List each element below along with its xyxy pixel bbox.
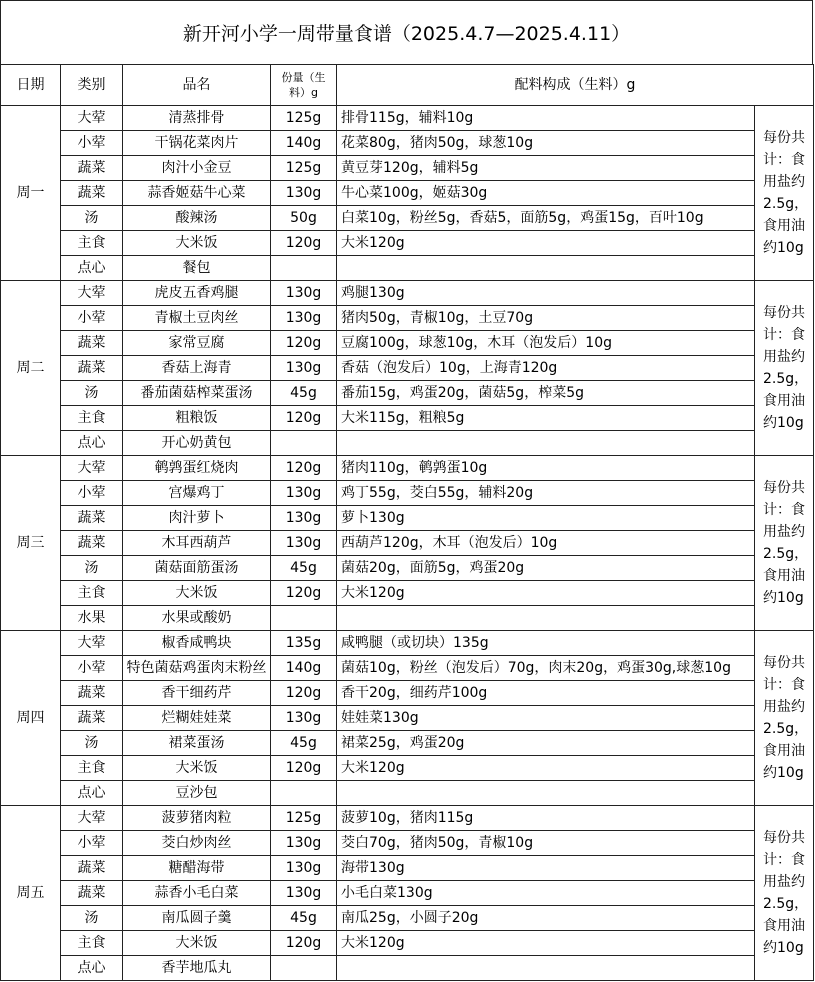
dish-name-cell: 椒香咸鸭块 (123, 631, 271, 656)
quantity-cell (271, 956, 337, 981)
quantity-cell (271, 256, 337, 281)
quantity-cell: 130g (271, 481, 337, 506)
ingredients-cell: 萝卜130g (337, 506, 755, 531)
ingredients-cell: 大米115g，粗粮5g (337, 406, 755, 431)
menu-row (1, 506, 814, 531)
dish-name-cell: 豆沙包 (123, 781, 271, 806)
category-cell: 蔬菜 (61, 681, 123, 706)
category-cell: 大荤 (61, 806, 123, 831)
dish-name-cell: 大米饭 (123, 931, 271, 956)
quantity-cell: 45g (271, 381, 337, 406)
menu-row (1, 631, 814, 656)
menu-row (1, 581, 814, 606)
dish-name-cell: 粗粮饭 (123, 406, 271, 431)
menu-row (1, 456, 814, 481)
quantity-cell: 120g (271, 931, 337, 956)
dish-name-cell: 茭白炒肉丝 (123, 831, 271, 856)
quantity-cell: 120g (271, 456, 337, 481)
quantity-cell: 135g (271, 631, 337, 656)
dish-name-cell: 开心奶黄包 (123, 431, 271, 456)
ingredients-cell (337, 431, 755, 456)
day-label: 周四 (1, 631, 61, 806)
menu-row (1, 381, 814, 406)
dish-name-cell: 特色菌菇鸡蛋肉末粉丝 (123, 656, 271, 681)
quantity-cell: 120g (271, 231, 337, 256)
dish-name-cell: 干锅花菜肉片 (123, 131, 271, 156)
category-cell: 主食 (61, 756, 123, 781)
dish-name-cell: 蒜香姬菇牛心菜 (123, 181, 271, 206)
ingredients-cell: 大米120g (337, 581, 755, 606)
quantity-cell: 140g (271, 656, 337, 681)
ingredients-cell: 西葫芦120g，木耳（泡发后）10g (337, 531, 755, 556)
quantity-cell: 45g (271, 556, 337, 581)
category-cell: 蔬菜 (61, 881, 123, 906)
menu-row (1, 681, 814, 706)
ingredients-cell: 咸鸭腿（或切块）135g (337, 631, 755, 656)
menu-row (1, 556, 814, 581)
ingredients-cell: 娃娃菜130g (337, 706, 755, 731)
ingredients-cell: 南瓜25g，小圆子20g (337, 906, 755, 931)
header-row (1, 65, 814, 106)
page-title: 新开河小学一周带量食谱（2025.4.7—2025.4.11） (0, 0, 813, 64)
dish-name-cell: 肉汁小金豆 (123, 156, 271, 181)
dish-name-cell: 大米饭 (123, 231, 271, 256)
menu-row (1, 531, 814, 556)
ingredients-cell (337, 956, 755, 981)
dish-name-cell: 鹌鹑蛋红烧肉 (123, 456, 271, 481)
category-cell: 小荤 (61, 131, 123, 156)
dish-name-cell: 木耳西葫芦 (123, 531, 271, 556)
category-cell: 大荤 (61, 456, 123, 481)
ingredients-cell: 猪肉50g，青椒10g，土豆70g (337, 306, 755, 331)
menu-row (1, 931, 814, 956)
menu-row (1, 106, 814, 131)
menu-row (1, 231, 814, 256)
ingredients-cell: 大米120g (337, 231, 755, 256)
quantity-cell: 130g (271, 356, 337, 381)
header-quantity-line1: 份量（生 (281, 71, 326, 84)
dish-name-cell: 大米饭 (123, 581, 271, 606)
ingredients-cell: 排骨115g，辅料10g (337, 106, 755, 131)
ingredients-cell: 大米120g (337, 931, 755, 956)
header-date: 日期 (1, 65, 61, 106)
menu-row (1, 656, 814, 681)
ingredients-cell: 菌菇20g，面筋5g，鸡蛋20g (337, 556, 755, 581)
menu-row (1, 156, 814, 181)
ingredients-cell: 香菇（泡发后）10g，上海青120g (337, 356, 755, 381)
seasoning-note: 每份共计：食用盐约2.5g，食用油约10g (755, 106, 814, 281)
menu-row (1, 431, 814, 456)
quantity-cell: 140g (271, 131, 337, 156)
category-cell: 蔬菜 (61, 181, 123, 206)
dish-name-cell: 裙菜蛋汤 (123, 731, 271, 756)
menu-row (1, 956, 814, 981)
quantity-cell (271, 431, 337, 456)
category-cell: 汤 (61, 731, 123, 756)
quantity-cell: 125g (271, 156, 337, 181)
category-cell: 蔬菜 (61, 706, 123, 731)
menu-row (1, 256, 814, 281)
dish-name-cell: 虎皮五香鸡腿 (123, 281, 271, 306)
category-cell: 汤 (61, 906, 123, 931)
ingredients-cell: 海带130g (337, 856, 755, 881)
ingredients-cell: 鸡丁55g，茭白55g，辅料20g (337, 481, 755, 506)
category-cell: 汤 (61, 556, 123, 581)
dish-name-cell: 菠萝猪肉粒 (123, 806, 271, 831)
quantity-cell: 130g (271, 881, 337, 906)
category-cell: 点心 (61, 956, 123, 981)
category-cell: 蔬菜 (61, 506, 123, 531)
dish-name-cell: 大米饭 (123, 756, 271, 781)
header-quantity (271, 65, 337, 106)
ingredients-cell (337, 606, 755, 631)
ingredients-cell (337, 256, 755, 281)
menu-row (1, 306, 814, 331)
category-cell: 主食 (61, 581, 123, 606)
dish-name-cell: 餐包 (123, 256, 271, 281)
menu-row (1, 881, 814, 906)
seasoning-note: 每份共计：食用盐约2.5g，食用油约10g (755, 456, 814, 631)
ingredients-cell: 豆腐100g，球葱10g，木耳（泡发后）10g (337, 331, 755, 356)
menu-row (1, 406, 814, 431)
day-label: 周五 (1, 806, 61, 981)
ingredients-cell: 裙菜25g，鸡蛋20g (337, 731, 755, 756)
dish-name-cell: 蒜香小毛白菜 (123, 881, 271, 906)
menu-table (0, 64, 814, 981)
dish-name-cell: 香干细药芹 (123, 681, 271, 706)
ingredients-cell: 牛心菜100g，姬菇30g (337, 181, 755, 206)
category-cell: 点心 (61, 256, 123, 281)
day-label: 周三 (1, 456, 61, 631)
category-cell: 蔬菜 (61, 531, 123, 556)
category-cell: 大荤 (61, 281, 123, 306)
dish-name-cell: 南瓜圆子羹 (123, 906, 271, 931)
header-dish-name: 品名 (123, 65, 271, 106)
menu-row (1, 356, 814, 381)
category-cell: 主食 (61, 231, 123, 256)
day-label: 周一 (1, 106, 61, 281)
category-cell: 水果 (61, 606, 123, 631)
ingredients-cell: 黄豆芽120g，辅料5g (337, 156, 755, 181)
quantity-cell: 120g (271, 581, 337, 606)
category-cell: 蔬菜 (61, 156, 123, 181)
menu-row (1, 131, 814, 156)
ingredients-cell: 香干20g，细药芹100g (337, 681, 755, 706)
menu-row (1, 906, 814, 931)
category-cell: 汤 (61, 206, 123, 231)
quantity-cell: 120g (271, 331, 337, 356)
dish-name-cell: 酸辣汤 (123, 206, 271, 231)
dish-name-cell: 宫爆鸡丁 (123, 481, 271, 506)
category-cell: 小荤 (61, 656, 123, 681)
menu-row (1, 206, 814, 231)
quantity-cell: 120g (271, 406, 337, 431)
category-cell: 汤 (61, 381, 123, 406)
dish-name-cell: 家常豆腐 (123, 331, 271, 356)
header-category: 类别 (61, 65, 123, 106)
category-cell: 大荤 (61, 631, 123, 656)
quantity-cell: 130g (271, 181, 337, 206)
dish-name-cell: 香菇上海青 (123, 356, 271, 381)
dish-name-cell: 清蒸排骨 (123, 106, 271, 131)
ingredients-cell: 鸡腿130g (337, 281, 755, 306)
quantity-cell: 130g (271, 506, 337, 531)
ingredients-cell: 花菜80g，猪肉50g，球葱10g (337, 131, 755, 156)
category-cell: 小荤 (61, 306, 123, 331)
menu-row (1, 481, 814, 506)
dish-name-cell: 糖醋海带 (123, 856, 271, 881)
menu-row (1, 806, 814, 831)
ingredients-cell: 茭白70g，猪肉50g，青椒10g (337, 831, 755, 856)
dish-name-cell: 烂糊娃娃菜 (123, 706, 271, 731)
quantity-cell: 130g (271, 281, 337, 306)
quantity-cell: 130g (271, 306, 337, 331)
quantity-cell: 130g (271, 706, 337, 731)
menu-row (1, 781, 814, 806)
ingredients-cell: 白菜10g，粉丝5g，香菇5，面筋5g，鸡蛋15g，百叶10g (337, 206, 755, 231)
dish-name-cell: 肉汁萝卜 (123, 506, 271, 531)
seasoning-note: 每份共计：食用盐约2.5g，食用油约10g (755, 281, 814, 456)
dish-name-cell: 青椒土豆肉丝 (123, 306, 271, 331)
quantity-cell: 120g (271, 681, 337, 706)
menu-row (1, 331, 814, 356)
menu-row (1, 606, 814, 631)
day-label: 周二 (1, 281, 61, 456)
menu-row (1, 281, 814, 306)
quantity-cell: 130g (271, 831, 337, 856)
category-cell: 小荤 (61, 831, 123, 856)
menu-row (1, 756, 814, 781)
category-cell: 小荤 (61, 481, 123, 506)
menu-row (1, 706, 814, 731)
ingredients-cell: 菠萝10g，猪肉115g (337, 806, 755, 831)
ingredients-cell: 猪肉110g，鹌鹑蛋10g (337, 456, 755, 481)
category-cell: 点心 (61, 781, 123, 806)
category-cell: 主食 (61, 406, 123, 431)
quantity-cell: 125g (271, 106, 337, 131)
menu-row (1, 731, 814, 756)
dish-name-cell: 菌菇面筋蛋汤 (123, 556, 271, 581)
category-cell: 主食 (61, 931, 123, 956)
menu-row (1, 181, 814, 206)
seasoning-note: 每份共计：食用盐约2.5g，食用油约10g (755, 806, 814, 981)
menu-row (1, 831, 814, 856)
quantity-cell: 45g (271, 906, 337, 931)
quantity-cell (271, 606, 337, 631)
category-cell: 点心 (61, 431, 123, 456)
quantity-cell: 120g (271, 756, 337, 781)
dish-name-cell: 香芋地瓜丸 (123, 956, 271, 981)
ingredients-cell: 菌菇10g，粉丝（泡发后）70g，肉末20g，鸡蛋30g,球葱10g (337, 656, 755, 681)
quantity-cell: 130g (271, 531, 337, 556)
quantity-cell (271, 781, 337, 806)
menu-row (1, 856, 814, 881)
dish-name-cell: 水果或酸奶 (123, 606, 271, 631)
ingredients-cell (337, 781, 755, 806)
ingredients-cell: 小毛白菜130g (337, 881, 755, 906)
ingredients-cell: 番茄15g，鸡蛋20g，菌菇5g，榨菜5g (337, 381, 755, 406)
quantity-cell: 125g (271, 806, 337, 831)
header-ingredients: 配料构成（生料）g (337, 65, 814, 106)
category-cell: 蔬菜 (61, 856, 123, 881)
category-cell: 大荤 (61, 106, 123, 131)
ingredients-cell: 大米120g (337, 756, 755, 781)
seasoning-note: 每份共计：食用盐约2.5g，食用油约10g (755, 631, 814, 806)
header-quantity-line2: 料）g (289, 86, 318, 99)
dish-name-cell: 番茄菌菇榨菜蛋汤 (123, 381, 271, 406)
category-cell: 蔬菜 (61, 356, 123, 381)
quantity-cell: 45g (271, 731, 337, 756)
quantity-cell: 130g (271, 856, 337, 881)
quantity-cell: 50g (271, 206, 337, 231)
category-cell: 蔬菜 (61, 331, 123, 356)
